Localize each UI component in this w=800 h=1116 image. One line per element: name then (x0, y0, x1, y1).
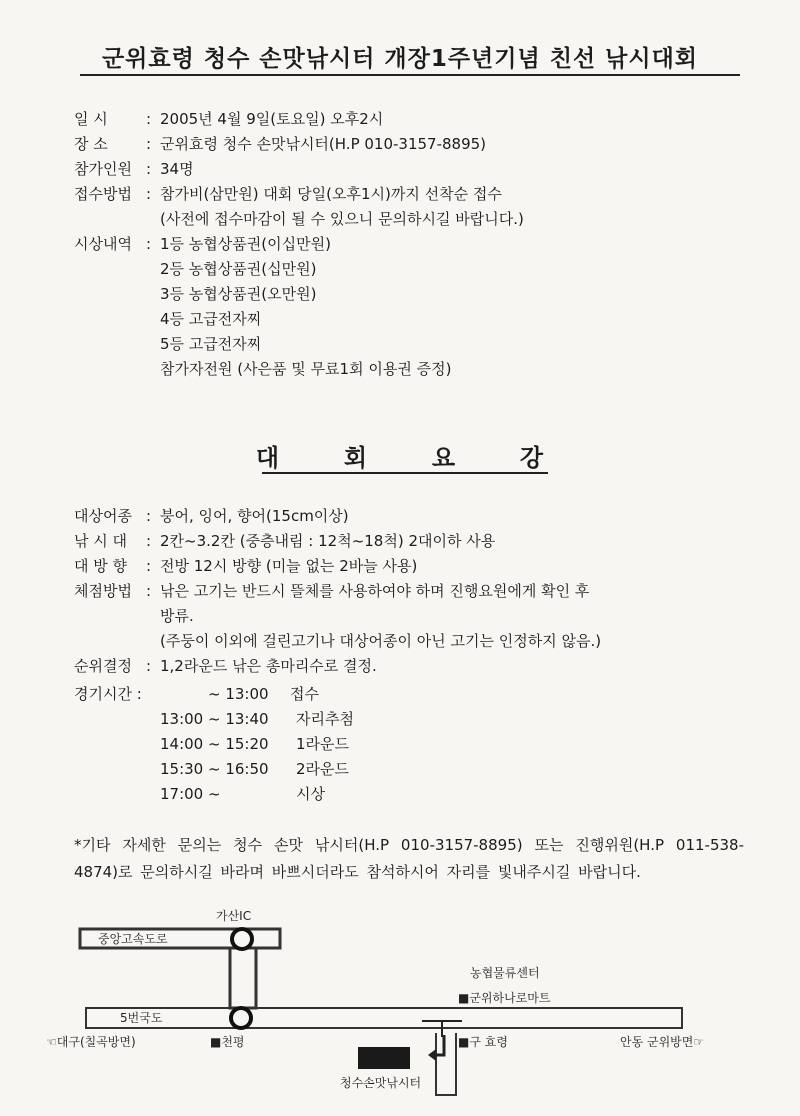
cheonpyeong-label: ■천평 (210, 1035, 245, 1049)
section-title-underline (262, 472, 548, 474)
info-row-datetime: 일 시 : 2005년 4월 9일(토요일) 오후2시 (74, 107, 524, 132)
fishing-site-marker (358, 1047, 410, 1069)
direction-arrow-icon (428, 1049, 436, 1061)
hyoryeong-label: ■구 효령 (458, 1035, 508, 1049)
info-value: 참가자전원 (사은품 및 무료1회 이용권 증정) (160, 360, 452, 378)
rule-row-scoring-cont (74, 604, 601, 629)
ic-junction-icon (232, 929, 252, 949)
schedule-event: 접수 (290, 685, 319, 703)
schedule-row (160, 732, 354, 757)
prize-row (74, 257, 524, 282)
info-value: 1등 농협상품권(이십만원) (160, 235, 331, 253)
rule-row-ranking: 순위결정 : 1,2라운드 낚은 총마리수로 결정. (74, 654, 601, 679)
schedule-time: 14:00 ~ 15:20 (160, 735, 269, 753)
rule-value: 붕어, 잉어, 향어(15cm이상) (160, 507, 349, 525)
schedule-event: 1라운드 (296, 735, 350, 753)
prize-row (74, 307, 524, 332)
info-value: 2등 농협상품권(십만원) (160, 260, 317, 278)
access-road (436, 1033, 456, 1095)
info-label: 시상내역 (74, 235, 132, 253)
info-row-registration: 접수방법 : 참가비(삼만원) 대회 당일(오후1시)까지 선착순 접수 (74, 182, 524, 207)
info-value: 5등 고급전자찌 (160, 335, 262, 353)
mart-label: ■군위하나로마트 (458, 991, 551, 1005)
rule-label: 낚 시 대 (74, 532, 128, 550)
national-road (86, 1008, 682, 1028)
section-title: 대 회 요 강 (255, 444, 545, 472)
rule-label: 대 방 향 (74, 557, 128, 575)
schedule (74, 682, 142, 707)
page-title: 군위효령 청수 손맛낚시터 개장1주년기념 친선 낚시대회 (101, 46, 699, 72)
fishing-site-label: 청수손맛낚시터 (340, 1076, 422, 1090)
info-label: 참가인원 (74, 160, 132, 178)
info-value: 4등 고급전자찌 (160, 310, 262, 328)
schedule-rows (160, 707, 354, 807)
info-row-registration-note (74, 207, 524, 232)
prize-row (74, 357, 524, 382)
rule-label: 체점방법 (74, 582, 132, 600)
schedule-event: 2라운드 (296, 760, 350, 778)
schedule-row (160, 757, 354, 782)
prize-row (74, 332, 524, 357)
connector-road (230, 948, 256, 1008)
info-value: 참가비(삼만원) 대회 당일(오후1시)까지 선착순 접수 (160, 185, 502, 203)
nh-center-label: 농협물류센터 (470, 966, 540, 980)
title-underline (80, 74, 740, 76)
national-road-label: 5번국도 (120, 1011, 163, 1025)
schedule-row (160, 782, 354, 807)
rule-label: 대상어종 (74, 507, 132, 525)
info-value: (사전에 접수마감이 될 수 있으니 문의하시길 바랍니다.) (160, 210, 524, 228)
info-label: 접수방법 (74, 185, 132, 203)
info-list (74, 107, 524, 382)
schedule-time: ~ 13:00 (208, 685, 269, 703)
info-value: 3등 농협상품권(오만원) (160, 285, 317, 303)
info-label: 일 시 (74, 110, 108, 128)
info-value: 군위효령 청수 손맛낚시터(H.P 010-3157-8895) (160, 135, 487, 153)
rule-row-rod: 낚 시 대 : 2칸~3.2칸 (중층내림 : 12척~18척) 2대이하 사용 (74, 529, 601, 554)
rule-row-direction: 대 방 향 : 전방 12시 방향 (미늘 없는 2바늘 사용) (74, 554, 601, 579)
schedule-first-row (160, 682, 319, 707)
road-junction-icon (231, 1008, 251, 1028)
rule-row-species: 대상어종 : 붕어, 잉어, 향어(15cm이상) (74, 504, 601, 529)
directions-map (0, 905, 800, 1116)
schedule-event: 자리추첨 (296, 710, 354, 728)
info-value: 2005년 4월 9일(토요일) 오후2시 (160, 110, 384, 128)
schedule-time: 13:00 ~ 13:40 (160, 710, 269, 728)
rule-value: 낚은 고기는 반드시 뜰체를 사용하여야 하며 진행요원에게 확인 후 (160, 582, 590, 600)
daegu-label: ☜대구(칠곡방면) (46, 1035, 136, 1049)
contact-note: *기타 자세한 문의는 청수 손맛 낚시터(H.P 010-3157-8895) 또는 진행위원(H.P 011-538-4874)로 문의하시길 바라며 바쁘시더라도 참석하시어 자리를 빛내주시길 바랍니다. (74, 836, 744, 881)
schedule-event: 시상 (296, 785, 325, 803)
info-row-participants: 참가인원 : 34명 (74, 157, 524, 182)
rule-value: (주둥이 이외에 걸린고기나 대상어종이 아닌 고기는 인정하지 않음.) (160, 632, 602, 650)
prize-row (74, 282, 524, 307)
info-value: 34명 (160, 160, 194, 178)
rule-value: 1,2라운드 낚은 총마리수로 결정. (160, 657, 377, 675)
ic-label: 가산IC (216, 909, 252, 923)
schedule-time: 15:30 ~ 16:50 (160, 760, 269, 778)
rule-row-scoring: 체점방법 : 낚은 고기는 반드시 뜰체를 사용하여야 하며 진행요원에게 확인 후 (74, 579, 601, 604)
rule-value: 전방 12시 방향 (미늘 없는 2바늘 사용) (160, 557, 418, 575)
schedule-time: 17:00 ~ (160, 785, 221, 803)
schedule-row (160, 707, 354, 732)
rule-value: 2칸~3.2칸 (중층내림 : 12척~18척) 2대이하 사용 (160, 532, 496, 550)
info-row-place: 장 소 : 군위효령 청수 손맛낚시터(H.P 010-3157-8895) (74, 132, 524, 157)
info-label: 장 소 (74, 135, 108, 153)
rules-list (74, 504, 601, 679)
rule-label: 순위결정 (74, 657, 132, 675)
andong-label: 안동 군위방면☞ (620, 1035, 705, 1049)
rule-value: 방류. (160, 607, 194, 625)
rule-row-scoring-note (74, 629, 601, 654)
highway-label: 중앙고속도로 (98, 932, 168, 946)
schedule-label: 경기시간 : (74, 685, 142, 703)
info-row-prizes: 시상내역 : 1등 농협상품권(이십만원) (74, 232, 524, 257)
